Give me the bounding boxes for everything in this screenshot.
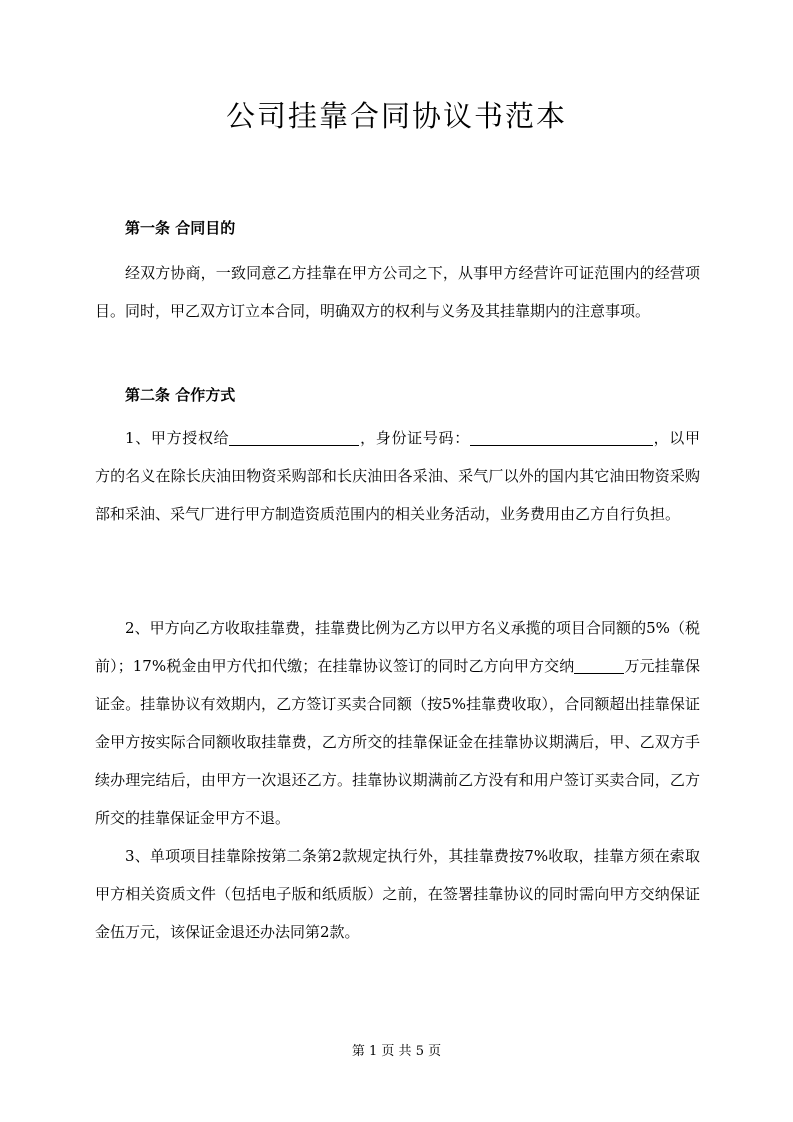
clause-1-text-c: ，以甲方的名义在除长庆油田物资采购部和长庆油田各采油、采气厂以外的国内其它油田物资采购部和采油、采气厂进行甲方制造资质范围内的相关业务活动，业务费用由乙方自行负担。 bbox=[95, 429, 700, 523]
article-2-clause-2 bbox=[95, 609, 700, 837]
clause-2-text-a: 2、甲方向乙方收取挂靠费，挂靠费比例为乙方以甲方名义承揽的项目合同额的5%（税前）；17%税金由甲方代扣代缴；在挂靠协议签订的同时乙方向甲方交纳 bbox=[95, 619, 700, 675]
clause-1-text-b: ，身份证号码： bbox=[359, 429, 470, 447]
clause-2-text-b: 万元挂靠保证金。挂靠协议有效期内，乙方签订买卖合同额（按5%挂靠费收取），合同额超出挂靠保证金甲方按实际合同额收取挂靠费，乙方所交的挂靠保证金在挂靠协议期满后，甲、乙双方手续办理完结后，由甲方一次退还乙方。挂靠协议期满前乙方没有和用户签订买卖合同，乙方所交的挂靠保证金甲方不退。 bbox=[95, 657, 700, 827]
id-number-blank bbox=[470, 429, 653, 446]
deposit-amount-blank bbox=[574, 657, 624, 674]
page-footer: 第 1 页 共 5 页 bbox=[351, 1044, 442, 1059]
document-title: 公司挂靠合同协议书范本 bbox=[225, 99, 567, 133]
clause-1-text-a: 1、甲方授权给 bbox=[125, 429, 230, 447]
article-2-clause-3: 3、单项项目挂靠除按第二条第2款规定执行外，其挂靠费按7%收取，挂靠方须在索取甲方相关资质文件（包括电子版和纸质版）之前，在签署挂靠协议的同时需向甲方交纳保证金伍万元，该保证金退还办法同第2款。 bbox=[95, 847, 700, 941]
authorized-person-blank bbox=[229, 429, 359, 446]
article-1-heading: 第一条 合同目的 bbox=[125, 219, 236, 237]
article-1-paragraph: 经双方协商，一致同意乙方挂靠在甲方公司之下，从事甲方经营许可证范围内的经营项目。同时，甲乙双方订立本合同，明确双方的权利与义务及其挂靠期内的注意事项。 bbox=[95, 264, 700, 320]
article-2-clause-1 bbox=[95, 419, 700, 533]
article-2-heading: 第二条 合作方式 bbox=[125, 386, 236, 404]
